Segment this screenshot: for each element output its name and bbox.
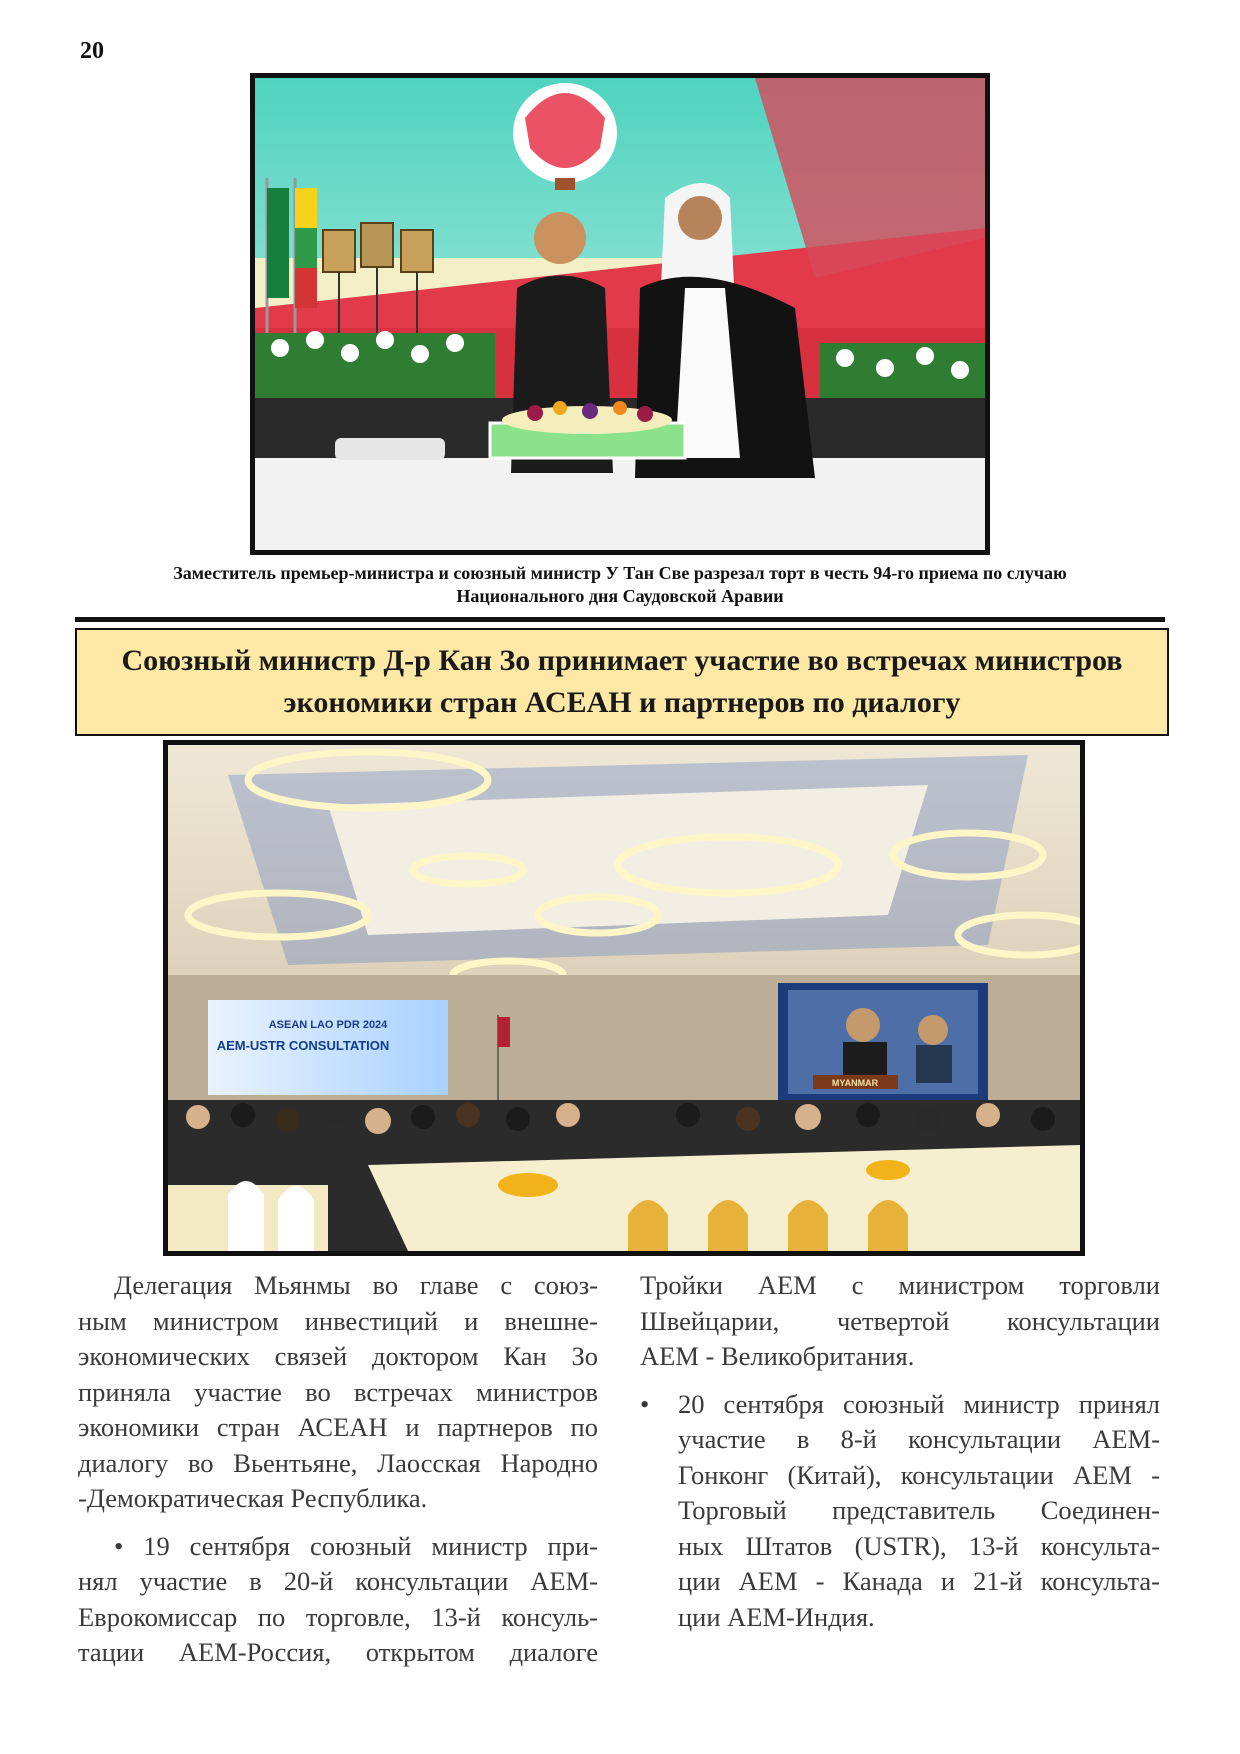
text-line: • 19 сентября союзный министр при-: [114, 1530, 598, 1561]
article-bullet: [78, 1529, 598, 1671]
text-line: приняла участие во встречах министров: [78, 1376, 598, 1407]
page-number: 20: [80, 38, 104, 64]
text-line: ных Штатов (USTR), 13-й консульта-: [678, 1530, 1160, 1561]
text-line: экономических связей доктором Кан Зо: [78, 1341, 598, 1371]
text-line: -Демократическая Республика.: [78, 1483, 428, 1513]
text-line: Делегация Мьянмы во главе с союз-: [114, 1270, 598, 1300]
caption-line: Заместитель премьер-министра и союзный министр У Тан Све разрезал торт в честь 94-го приема по случаю: [173, 563, 1067, 583]
section-divider: [75, 617, 1165, 622]
headline-box: [75, 628, 1169, 736]
text-line: Гонконг (Китай), консультации АЕМ -: [678, 1459, 1160, 1490]
flag: [498, 1017, 510, 1047]
headline-line: экономики стран АСЕАН и партнеров по диалогу: [283, 686, 961, 719]
cake-cutting-photo: [250, 73, 990, 555]
article-bullet-continued: [640, 1268, 1160, 1375]
cake-cutting-illustration: [255, 78, 985, 550]
stage-screen: [208, 1000, 448, 1095]
article-paragraph: [78, 1268, 598, 1517]
bullet-icon: •: [640, 1388, 650, 1419]
text-line: Еврокомиссар по торговле, 13-й консуль-: [78, 1601, 598, 1632]
video-screen: [778, 983, 988, 1101]
screen-title: AEM-USTR CONSULTATION: [216, 1038, 390, 1053]
text-line: тации АЕМ-Россия, открытом диалоге: [78, 1637, 598, 1667]
text-line: Тройки АЕМ с министром торговли: [640, 1270, 1160, 1300]
caption-line: Национального дня Саудовской Аравии: [456, 586, 784, 606]
nameplate: MYANMAR: [831, 1078, 879, 1088]
text-line: экономики стран АСЕАН и партнеров по: [78, 1412, 598, 1442]
text-line: нял участие в 20-й консультации АЕМ-: [78, 1566, 598, 1596]
text-line: 20 сентября союзный министр принял: [678, 1388, 1160, 1419]
text-line: ции АЕМ-Индия.: [678, 1601, 875, 1632]
article-column-right: [640, 1268, 1160, 1635]
photo-caption: [88, 562, 1152, 608]
text-line: диалогу во Вьентьяне, Лаосская Народно: [78, 1447, 598, 1478]
text-line: ции АЕМ - Канада и 21-й консульта-: [678, 1566, 1160, 1596]
text-line: АЕМ - Великобритания.: [640, 1341, 915, 1371]
text-line: Швейцарии, четвертой консультации: [640, 1305, 1160, 1336]
portraits: [323, 223, 433, 338]
conference-hall-photo: [163, 740, 1085, 1256]
text-line: ным министром инвестиций и внешне-: [78, 1305, 598, 1336]
article-bullet: [640, 1387, 1160, 1636]
screen-logo: ASEAN LAO PDR 2024: [268, 1019, 388, 1031]
text-line: участие в 8-й консультации АЕМ-: [678, 1424, 1160, 1454]
headline: [121, 640, 1122, 724]
article-column-left: [78, 1268, 598, 1671]
headline-line: Союзный министр Д-р Кан Зо принимает участие во встречах министров: [121, 644, 1123, 677]
text-line: Торговый представитель Соединен-: [678, 1495, 1160, 1525]
conference-hall-illustration: [168, 745, 1080, 1251]
